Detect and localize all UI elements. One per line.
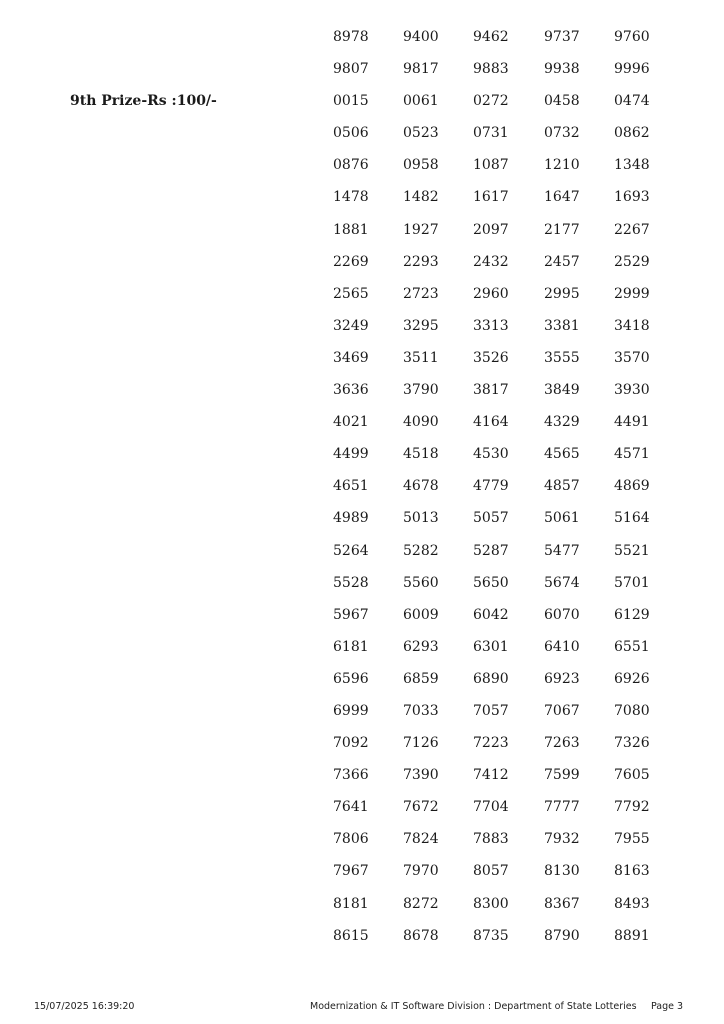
- ticket-number: 3313: [473, 317, 509, 334]
- ticket-number: 6009: [403, 606, 439, 623]
- ticket-number: 3418: [614, 317, 650, 334]
- number-row: [330, 605, 660, 637]
- number-row: [330, 123, 660, 155]
- number-row: [330, 573, 660, 605]
- ticket-number: 5287: [473, 542, 509, 559]
- ticket-number: 7704: [473, 799, 509, 816]
- ticket-number: 6042: [473, 606, 509, 623]
- ticket-number: 7326: [614, 735, 650, 752]
- ticket-number: 7366: [333, 767, 369, 784]
- ticket-number: 7883: [473, 831, 509, 848]
- ticket-number: 9807: [333, 61, 369, 78]
- ticket-number: 3817: [473, 382, 509, 399]
- ticket-number: 6301: [473, 638, 509, 655]
- ticket-number: 1647: [544, 189, 580, 206]
- ticket-number: 0958: [403, 157, 439, 174]
- ticket-number: 3849: [544, 382, 580, 399]
- ticket-number: 8300: [473, 895, 509, 912]
- ticket-number: 1210: [544, 157, 580, 174]
- ticket-number: 7412: [473, 767, 509, 784]
- footer-division: Modernization & IT Software Division : Department of State Lotteries: [310, 1001, 637, 1012]
- ticket-number: 0506: [333, 125, 369, 142]
- ticket-number: 5521: [614, 542, 650, 559]
- ticket-number: 5164: [614, 510, 650, 527]
- number-row: [330, 637, 660, 669]
- ticket-number: 6410: [544, 638, 580, 655]
- ticket-number: 7955: [614, 831, 650, 848]
- ticket-number: 1482: [403, 189, 439, 206]
- ticket-number: 5528: [333, 574, 369, 591]
- ticket-number: 8678: [403, 927, 439, 944]
- footer-page-number: Page 3: [651, 1001, 684, 1012]
- ticket-number: 2177: [544, 221, 580, 238]
- ticket-number: 2269: [333, 253, 369, 270]
- ticket-number: 7672: [403, 799, 439, 816]
- number-row: [330, 27, 660, 59]
- ticket-number: 7824: [403, 831, 439, 848]
- ticket-number: 1087: [473, 157, 509, 174]
- number-row: [330, 380, 660, 412]
- ticket-number: 1478: [333, 189, 369, 206]
- ticket-number: 8978: [333, 29, 369, 45]
- ticket-number: 5967: [333, 606, 369, 623]
- number-row: [330, 476, 660, 508]
- number-row: [330, 91, 660, 123]
- ticket-number: 3526: [473, 349, 509, 366]
- number-row: [330, 829, 660, 861]
- number-row: [330, 59, 660, 91]
- ticket-number: 3930: [614, 382, 650, 399]
- ticket-number: 8367: [544, 895, 580, 912]
- ticket-number: 8272: [403, 895, 439, 912]
- ticket-number: 7067: [544, 702, 580, 719]
- ticket-number: 8790: [544, 927, 580, 944]
- ticket-number: 5057: [473, 510, 509, 527]
- number-row: [330, 444, 660, 476]
- ticket-number: 6070: [544, 606, 580, 623]
- ticket-number: 8615: [333, 927, 369, 944]
- ticket-number: 4329: [544, 414, 580, 431]
- ticket-number: 4164: [473, 414, 509, 431]
- ticket-number: 5282: [403, 542, 439, 559]
- page-footer: [0, 1000, 724, 1014]
- ticket-number: 3249: [333, 317, 369, 334]
- number-row: [330, 733, 660, 765]
- ticket-number: 2995: [544, 285, 580, 302]
- ticket-number: 3636: [333, 382, 369, 399]
- ticket-number: 8057: [473, 863, 509, 880]
- ticket-number: 2999: [614, 285, 650, 302]
- number-row: [330, 252, 660, 284]
- number-row: [330, 220, 660, 252]
- number-row: [330, 284, 660, 316]
- ticket-number: 9817: [403, 61, 439, 78]
- ticket-number: 3381: [544, 317, 580, 334]
- ticket-number: 7080: [614, 702, 650, 719]
- ticket-number: 6926: [614, 670, 650, 687]
- ticket-number: 8130: [544, 863, 580, 880]
- ticket-number: 2457: [544, 253, 580, 270]
- ticket-number: 4869: [614, 478, 650, 495]
- ticket-number: 8735: [473, 927, 509, 944]
- ticket-number: 0272: [473, 93, 509, 110]
- ticket-number: 3511: [403, 349, 439, 366]
- ticket-number: 2723: [403, 285, 439, 302]
- number-row: [330, 155, 660, 187]
- number-row: [330, 926, 660, 958]
- ticket-number: 6890: [473, 670, 509, 687]
- ticket-number: 8181: [333, 895, 369, 912]
- ticket-number: 4779: [473, 478, 509, 495]
- ticket-number: 7057: [473, 702, 509, 719]
- ticket-number: 6293: [403, 638, 439, 655]
- ticket-number: 1881: [333, 221, 369, 238]
- ticket-number: 3469: [333, 349, 369, 366]
- ticket-number: 7792: [614, 799, 650, 816]
- number-row: [330, 797, 660, 829]
- ticket-number: 2097: [473, 221, 509, 238]
- ticket-number: 6859: [403, 670, 439, 687]
- ticket-number: 5701: [614, 574, 650, 591]
- ticket-number: 3555: [544, 349, 580, 366]
- ticket-number: 4651: [333, 478, 369, 495]
- number-row: [330, 187, 660, 219]
- ticket-number: 3295: [403, 317, 439, 334]
- ticket-number: 9760: [614, 29, 650, 45]
- ticket-number: 4678: [403, 478, 439, 495]
- ticket-number: 9400: [403, 29, 439, 45]
- ticket-number: 0474: [614, 93, 650, 110]
- ticket-number: 7599: [544, 767, 580, 784]
- ticket-number: 5650: [473, 574, 509, 591]
- ticket-number: 9996: [614, 61, 650, 78]
- ticket-number: 7390: [403, 767, 439, 784]
- ticket-number: 0458: [544, 93, 580, 110]
- ticket-number: 4565: [544, 446, 580, 463]
- ticket-number: 3790: [403, 382, 439, 399]
- ticket-number: 4518: [403, 446, 439, 463]
- ticket-number: 8493: [614, 895, 650, 912]
- ticket-number: 4530: [473, 446, 509, 463]
- ticket-number: 9737: [544, 29, 580, 45]
- prize-label: 9th Prize-Rs :100/-: [70, 93, 217, 109]
- ticket-number: 0015: [333, 93, 369, 110]
- ticket-number: 7967: [333, 863, 369, 880]
- ticket-number: 2293: [403, 253, 439, 270]
- number-row: [330, 316, 660, 348]
- ticket-number: 7223: [473, 735, 509, 752]
- ticket-number: 2267: [614, 221, 650, 238]
- ticket-number: 7641: [333, 799, 369, 816]
- ticket-number: 0523: [403, 125, 439, 142]
- ticket-number: 6551: [614, 638, 650, 655]
- ticket-number: 1617: [473, 189, 509, 206]
- ticket-number: 2529: [614, 253, 650, 270]
- ticket-number: 5560: [403, 574, 439, 591]
- ticket-number: 1693: [614, 189, 650, 206]
- ticket-number: 9462: [473, 29, 509, 45]
- ticket-number: 7605: [614, 767, 650, 784]
- number-row: [330, 765, 660, 797]
- number-row: [330, 669, 660, 701]
- ticket-number: 3570: [614, 349, 650, 366]
- ticket-number: 9883: [473, 61, 509, 78]
- ticket-number: 4989: [333, 510, 369, 527]
- number-row: [330, 701, 660, 733]
- ticket-number: 2960: [473, 285, 509, 302]
- ticket-number: 0732: [544, 125, 580, 142]
- ticket-number: 8891: [614, 927, 650, 944]
- footer-timestamp: 15/07/2025 16:39:20: [34, 1001, 135, 1012]
- ticket-number: 5264: [333, 542, 369, 559]
- number-row: [330, 894, 660, 926]
- ticket-number: 5674: [544, 574, 580, 591]
- ticket-number: 4021: [333, 414, 369, 431]
- ticket-number: 7033: [403, 702, 439, 719]
- ticket-number: 6181: [333, 638, 369, 655]
- ticket-number: 6596: [333, 670, 369, 687]
- ticket-number: 7092: [333, 735, 369, 752]
- winning-numbers-grid: [330, 27, 660, 958]
- ticket-number: 4491: [614, 414, 650, 431]
- ticket-number: 7970: [403, 863, 439, 880]
- ticket-number: 4499: [333, 446, 369, 463]
- ticket-number: 0876: [333, 157, 369, 174]
- ticket-number: 6999: [333, 702, 369, 719]
- ticket-number: 7932: [544, 831, 580, 848]
- ticket-number: 7126: [403, 735, 439, 752]
- ticket-number: 7777: [544, 799, 580, 816]
- ticket-number: 6923: [544, 670, 580, 687]
- ticket-number: 2432: [473, 253, 509, 270]
- number-row: [330, 508, 660, 540]
- ticket-number: 0061: [403, 93, 439, 110]
- ticket-number: 8163: [614, 863, 650, 880]
- number-row: [330, 348, 660, 380]
- ticket-number: 7263: [544, 735, 580, 752]
- ticket-number: 2565: [333, 285, 369, 302]
- ticket-number: 5061: [544, 510, 580, 527]
- ticket-number: 4090: [403, 414, 439, 431]
- ticket-number: 5477: [544, 542, 580, 559]
- ticket-number: 6129: [614, 606, 650, 623]
- number-row: [330, 412, 660, 444]
- ticket-number: 1348: [614, 157, 650, 174]
- ticket-number: 4857: [544, 478, 580, 495]
- ticket-number: 0862: [614, 125, 650, 142]
- ticket-number: 4571: [614, 446, 650, 463]
- number-row: [330, 541, 660, 573]
- ticket-number: 1927: [403, 221, 439, 238]
- ticket-number: 7806: [333, 831, 369, 848]
- ticket-number: 0731: [473, 125, 509, 142]
- ticket-number: 9938: [544, 61, 580, 78]
- ticket-number: 5013: [403, 510, 439, 527]
- number-row: [330, 861, 660, 893]
